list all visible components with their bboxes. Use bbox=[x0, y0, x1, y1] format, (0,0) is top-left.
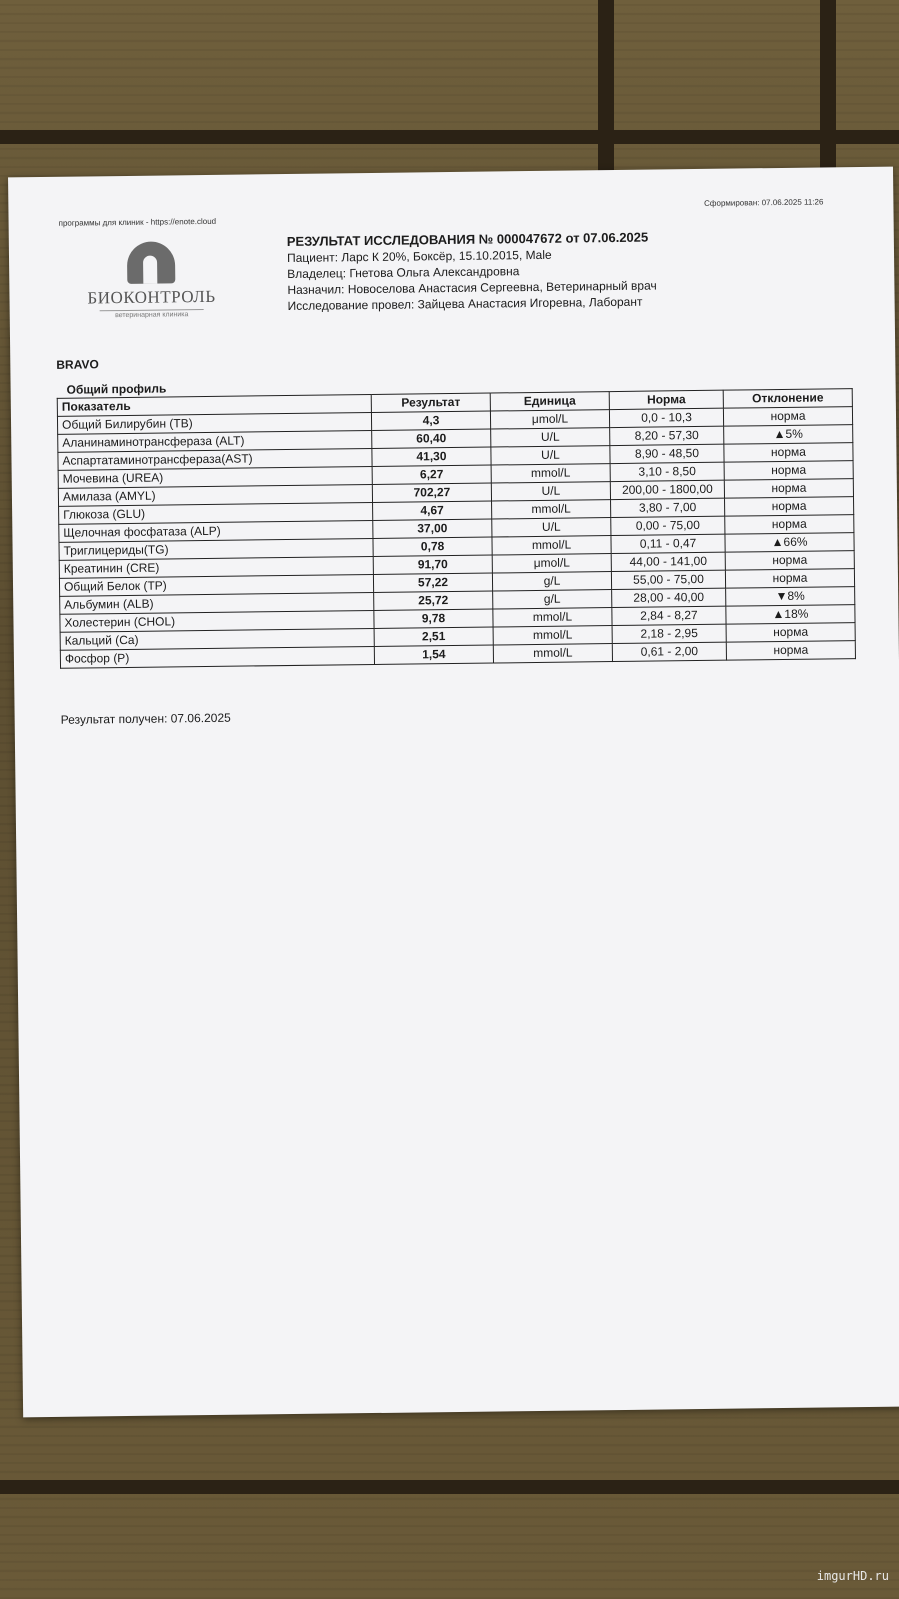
norm-range: 44,00 - 141,00 bbox=[611, 552, 725, 571]
param-name: Общий Билирубин (TB) bbox=[57, 412, 371, 434]
norm-range: 3,10 - 8,50 bbox=[610, 462, 724, 481]
clinic-name: БИОКОНТРОЛЬ bbox=[87, 286, 216, 308]
results-table bbox=[57, 388, 856, 669]
deviation-value: ▲18% bbox=[726, 605, 855, 625]
unit-value: μmol/L bbox=[490, 410, 609, 429]
result-value: 2,51 bbox=[374, 627, 493, 646]
result-value: 0,78 bbox=[373, 537, 492, 556]
deviation-value: норма bbox=[726, 641, 855, 661]
param-name: Альбумин (ALB) bbox=[60, 592, 374, 614]
norm-range: 2,18 - 2,95 bbox=[612, 624, 726, 643]
patient-info: Пациент: Ларс К 20%, Боксёр, 15.10.2015, Male bbox=[286, 247, 552, 266]
result-value: 25,72 bbox=[374, 591, 493, 610]
header-norm: Норма bbox=[609, 390, 723, 409]
norm-range: 2,84 - 8,27 bbox=[612, 606, 726, 625]
table-gap bbox=[0, 130, 899, 144]
param-name: Мочевина (UREA) bbox=[58, 466, 372, 488]
watermark: imgurHD.ru bbox=[816, 1569, 889, 1583]
profile-title: Общий профиль bbox=[66, 381, 167, 397]
table-gap bbox=[598, 0, 614, 172]
unit-value: mmol/L bbox=[493, 644, 612, 663]
result-value: 6,27 bbox=[372, 465, 491, 484]
param-name: Креатинин (CRE) bbox=[59, 556, 373, 578]
deviation-value: норма bbox=[723, 407, 852, 427]
unit-value: g/L bbox=[493, 590, 612, 609]
deviation-value: ▲5% bbox=[724, 425, 853, 445]
param-name: Глюкоза (GLU) bbox=[59, 502, 373, 524]
result-value: 60,40 bbox=[372, 429, 491, 448]
param-name: Фосфор (P) bbox=[60, 646, 374, 668]
header-param: Показатель bbox=[57, 394, 371, 416]
clinic-logo bbox=[81, 241, 222, 320]
header-result: Результат bbox=[371, 393, 490, 412]
unit-value: μmol/L bbox=[492, 554, 611, 573]
deviation-value: норма bbox=[725, 551, 854, 571]
clinic-subtitle: ветеринарная клиника bbox=[100, 309, 204, 319]
norm-range: 8,90 - 48,50 bbox=[610, 444, 724, 463]
deviation-value: норма bbox=[725, 497, 854, 517]
unit-value: U/L bbox=[491, 428, 610, 447]
report-header bbox=[287, 229, 657, 314]
result-value: 41,30 bbox=[372, 447, 491, 466]
deviation-value: ▲66% bbox=[725, 533, 854, 553]
norm-range: 0,00 - 75,00 bbox=[611, 516, 725, 535]
param-name: Щелочная фосфатаза (ALP) bbox=[59, 520, 373, 542]
generated-timestamp: Сформирован: 07.06.2025 11:26 bbox=[704, 197, 824, 208]
table-gap bbox=[820, 0, 836, 172]
param-name: Аланинаминотрансфераза (ALT) bbox=[58, 430, 372, 452]
deviation-value: норма bbox=[724, 443, 853, 463]
result-value: 702,27 bbox=[372, 483, 491, 502]
param-name: Холестерин (CHOL) bbox=[60, 610, 374, 632]
result-value: 9,78 bbox=[374, 609, 493, 628]
result-value: 91,70 bbox=[373, 555, 492, 574]
result-value: 57,22 bbox=[373, 573, 492, 592]
unit-value: mmol/L bbox=[493, 626, 612, 645]
assigned-by: Назначил: Новоселова Анастасия Сергеевна, Ветеринарный врач bbox=[287, 278, 657, 298]
unit-value: g/L bbox=[492, 572, 611, 591]
unit-value: mmol/L bbox=[491, 464, 610, 483]
unit-value: U/L bbox=[491, 482, 610, 501]
performed-by: Исследование провел: Зайцева Анастасия Игоревна, Лаборант bbox=[287, 294, 643, 313]
result-value: 4,3 bbox=[371, 411, 490, 430]
param-name: Общий Белок (TP) bbox=[59, 574, 373, 596]
deviation-value: норма bbox=[725, 515, 854, 535]
deviation-value: норма bbox=[724, 461, 853, 481]
norm-range: 0,61 - 2,00 bbox=[612, 642, 726, 661]
header-unit: Единица bbox=[490, 392, 609, 411]
param-name: Амилаза (AMYL) bbox=[58, 484, 372, 506]
software-credit: программы для клиник - https://enote.cloud bbox=[58, 216, 217, 228]
result-value: 1,54 bbox=[374, 645, 493, 664]
norm-range: 0,0 - 10,3 bbox=[609, 408, 723, 427]
unit-value: mmol/L bbox=[492, 536, 611, 555]
norm-range: 28,00 - 40,00 bbox=[612, 588, 726, 607]
norm-range: 3,80 - 7,00 bbox=[611, 498, 725, 517]
analyzer-name: BRAVO bbox=[56, 357, 99, 372]
deviation-value: ▼8% bbox=[726, 587, 855, 607]
table-gap bbox=[0, 1480, 899, 1494]
param-name: Аспартатаминотрансфераза(AST) bbox=[58, 448, 372, 470]
owner-info: Владелец: Гнетова Ольга Александровна bbox=[287, 264, 520, 282]
result-value: 37,00 bbox=[373, 519, 492, 538]
deviation-value: норма bbox=[724, 479, 853, 499]
param-name: Кальций (Ca) bbox=[60, 628, 374, 650]
unit-value: U/L bbox=[491, 446, 610, 465]
param-name: Триглицериды(TG) bbox=[59, 538, 373, 560]
norm-range: 0,11 - 0,47 bbox=[611, 534, 725, 553]
norm-range: 8,20 - 57,30 bbox=[610, 426, 724, 445]
result-value: 4,67 bbox=[373, 501, 492, 520]
deviation-value: норма bbox=[726, 623, 855, 643]
unit-value: mmol/L bbox=[493, 608, 612, 627]
report-title: РЕЗУЛЬТАТ ИССЛЕДОВАНИЯ № 000047672 от 07.06.2025 bbox=[286, 229, 649, 250]
lab-report-sheet bbox=[8, 167, 899, 1418]
clinic-logo-icon bbox=[127, 241, 176, 284]
unit-value: U/L bbox=[492, 518, 611, 537]
result-received: Результат получен: 07.06.2025 bbox=[60, 710, 231, 727]
deviation-value: норма bbox=[725, 569, 854, 589]
norm-range: 55,00 - 75,00 bbox=[611, 570, 725, 589]
header-deviation: Отклонение bbox=[723, 389, 852, 409]
unit-value: mmol/L bbox=[492, 500, 611, 519]
norm-range: 200,00 - 1800,00 bbox=[610, 480, 724, 499]
